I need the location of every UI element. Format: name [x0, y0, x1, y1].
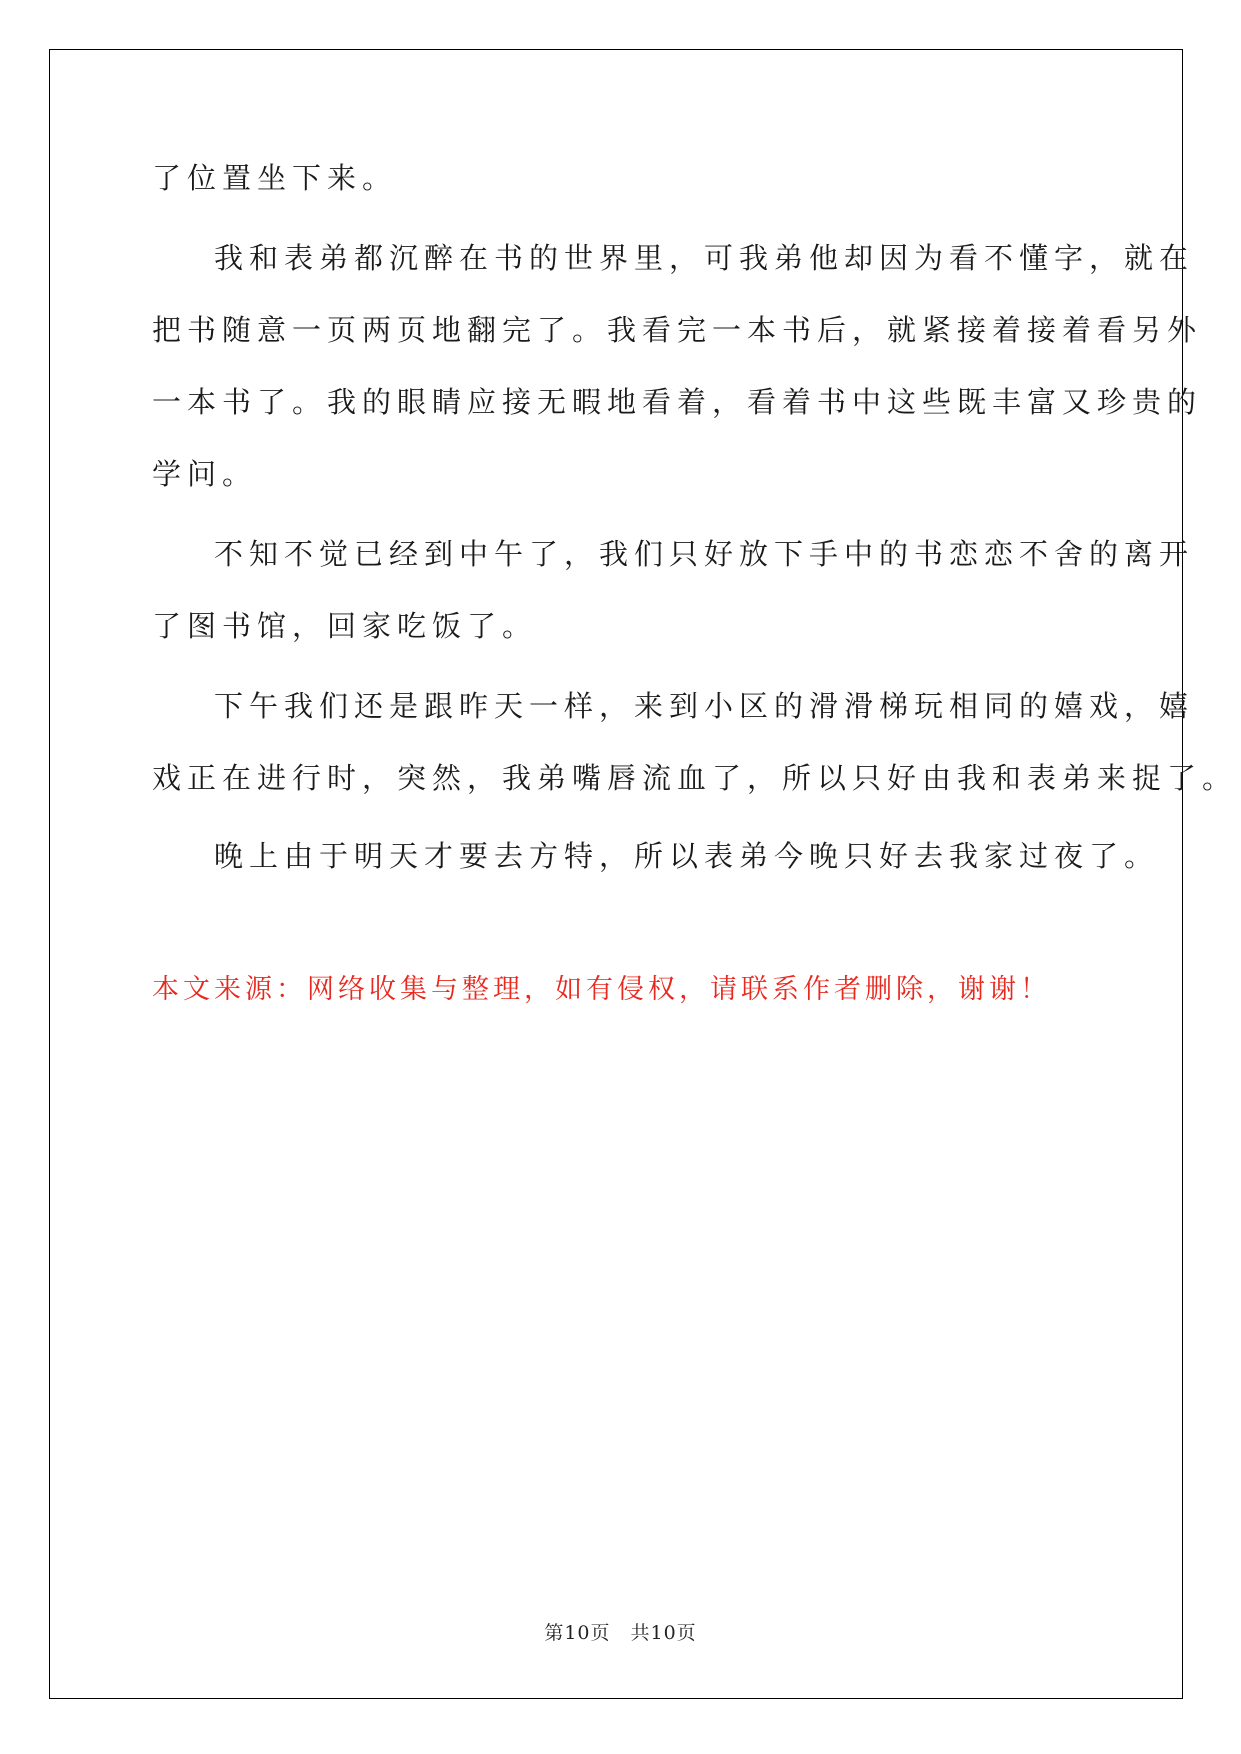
text-line: 一本书了。我的眼睛应接无暇地看着，看着书中这些既丰富又珍贵的 [152, 385, 1203, 419]
paragraph-start-line: 下午我们还是跟昨天一样，来到小区的滑滑梯玩相同的嬉戏，嬉 [214, 689, 1195, 723]
text-line: 学问。 [152, 457, 258, 491]
text-line: 戏正在进行时，突然，我弟嘴唇流血了，所以只好由我和表弟来捉了。 [152, 761, 1238, 795]
text-line: 把书随意一页两页地翻完了。我看完一本书后，就紧接着接着看另外 [152, 313, 1203, 347]
text-line: 了图书馆，回家吃饭了。 [152, 609, 538, 643]
text-line: 了位置坐下来。 [152, 161, 398, 195]
source-note: 本文来源：网络收集与整理，如有侵权，请联系作者删除，谢谢！ [152, 974, 1051, 1005]
paragraph-start-line: 晚上由于明天才要去方特，所以表弟今晚只好去我家过夜了。 [214, 839, 1160, 873]
paragraph-start-line: 不知不觉已经到中午了，我们只好放下手中的书恋恋不舍的离开 [214, 537, 1195, 571]
page-total: 共10页 [630, 1622, 697, 1644]
page-footer [0, 1618, 1241, 1645]
paragraph-start-line: 我和表弟都沉醉在书的世界里，可我弟他却因为看不懂字，就在 [214, 241, 1195, 275]
page-number: 第10页 [544, 1622, 611, 1644]
